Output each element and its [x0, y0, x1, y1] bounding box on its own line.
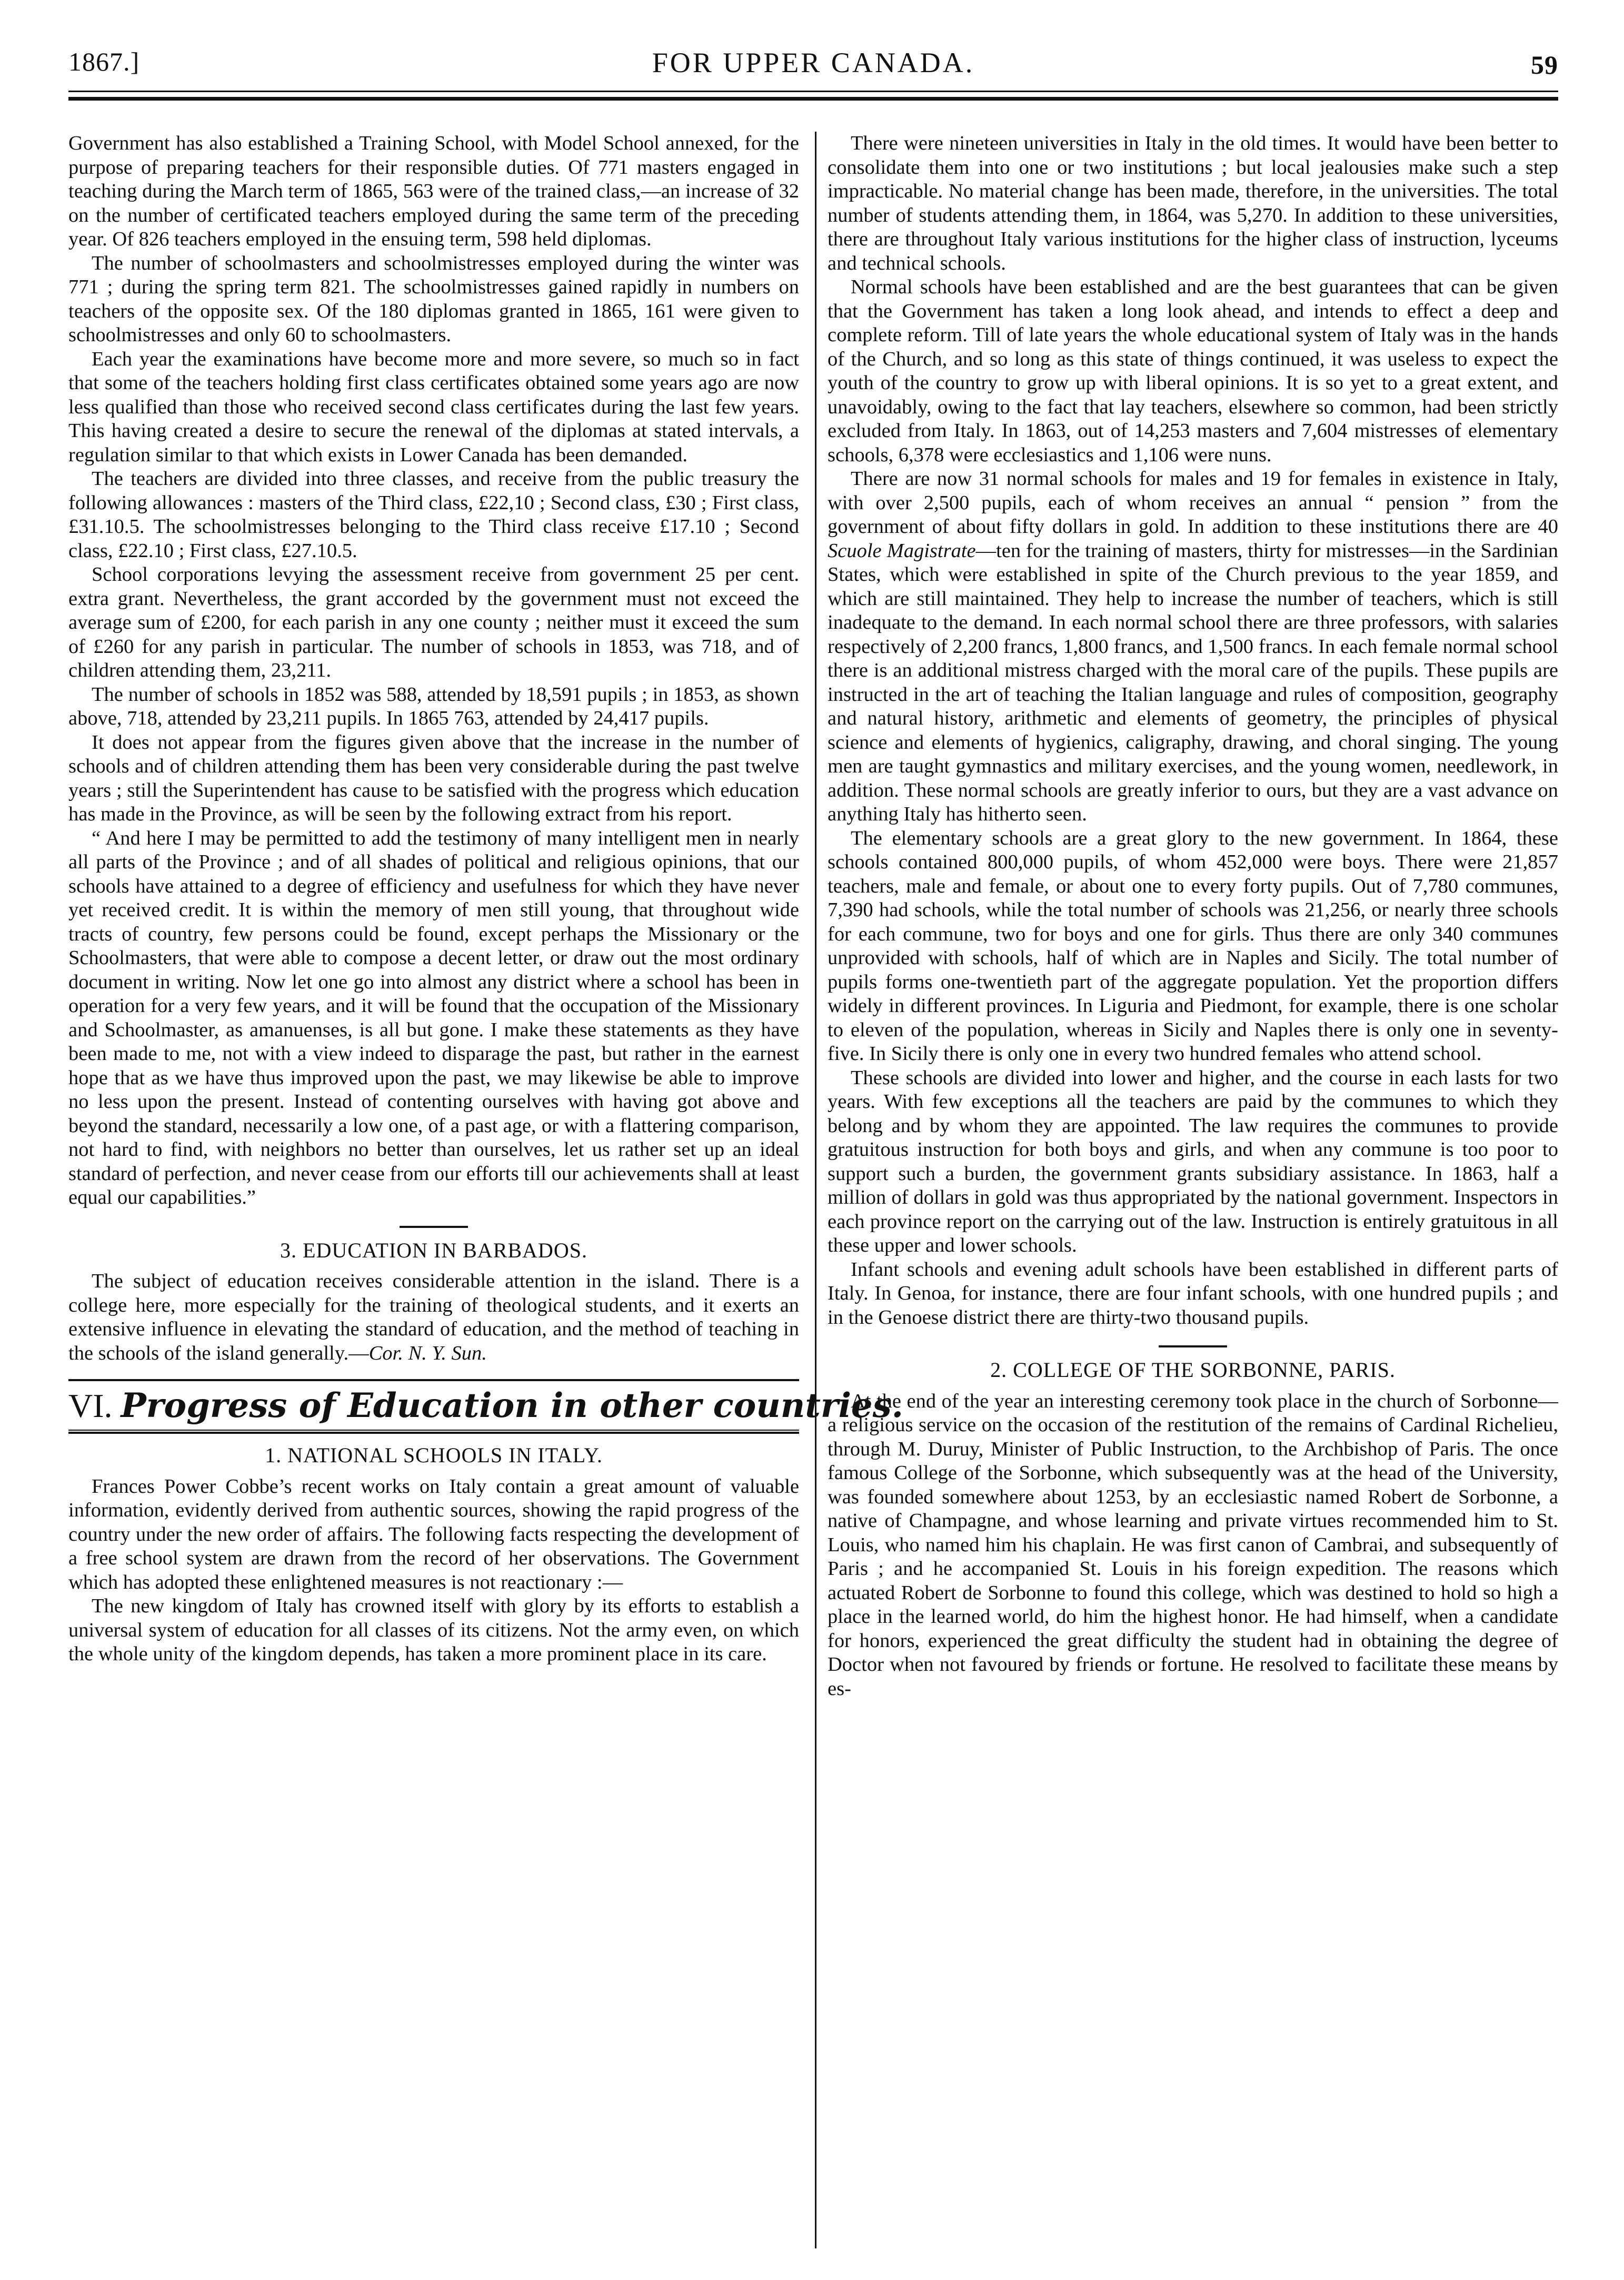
paragraph-new-kingdom: The new kingdom of Italy has crowned itself with glory by its efforts to establish a universal system of education for all classes of its citizens. Not the army even, on which the whole unity of the kingdom depends, has taken a more prominent place in its care.: [68, 1595, 799, 1665]
paragraph-infant-schools: Infant schools and evening adult schools have been established in different parts of Italy. In Genoa, for instance, there are four infant schools, with one hundred pupils ; and in the Genoese district there are thirty-two thousand pupils.: [828, 1258, 1558, 1329]
paragraph-elementary-schools: The elementary schools are a great glory to the new government. In 1864, these schools contained 800,000 pupils, of whom 452,000 were boys. There were 21,857 teachers, male and female, or about one to every forty pupils. Out of 7,780 communes, 7,390 had schools, while the total number of schools was 21,256, or nearly three schools for each commune, two for boys and one for girls. Thus there are only 340 communes unprovided with schools, half of which are in Naples and Sicily. The total number of pupils forms one-twentieth part of the aggregate population. Yet the proportion differs widely in different provinces. In Liguria and Piedmont, for example, there is one scholar to eleven of the population, whereas in Sicily and Naples there is only one in seventy-five. In Sicily there is only one in every two hundred females who attend school.: [828, 827, 1558, 1065]
paragraph-superintendent: It does not appear from the figures given above that the increase in the number of schools and of children attending them has been very considerable during the past twelve years ; still the Superintendent has cause to be satisfied with the progress which education has made in the Province, as will be seen by the following extract from his report.: [68, 731, 799, 825]
header-rule-thin: [68, 91, 1558, 92]
divider-rule: [1159, 1345, 1227, 1347]
header-year: 1867.]: [68, 47, 140, 76]
newspaper-page: [68, 42, 1558, 2248]
scuole-magistrate: Scuole Magistrate: [828, 539, 976, 562]
paragraph-schoolmasters-count: The number of schoolmasters and schoolmistresses employed during the winter was 771 ; during the spring term 821. The schoolmistresses gained rapidly in numbers on teachers of the opposite sex. Of the 180 diplomas granted in 1865, 161 were given to schoolmistresses and only 60 to schoolmasters.: [68, 252, 799, 346]
paragraph-normal-schools: Normal schools have been established and are the best guarantees that can be given that the Government has taken a long look ahead, and intends to effect a deep and complete reform. Till of late years the whole educational system of Italy was in the hands of the Church, and so long as this state of things continued, it was useless to expect the youth of the country to grow up with liberal opinions. It is so yet to a great extent, and unavoidably, owing to the fact that lay teachers, elsewhere so common, had been strictly excluded from Italy. In 1863, out of 14,253 masters and 7,604 mistresses of elementary schools, 6,378 were ecclesiastics and 1,106 were nuns.: [828, 276, 1558, 466]
paragraph-examinations: Each year the examinations have become more and more severe, so much so in fact that some of the teachers holding first class certificates obtained some years ago are now less qualified than those who received second class certificates during the last few years. This having created a desire to secure the renewal of the diplomas at stated intervals, a regulation similar to that which exists in Lower Canada has been demanded.: [68, 348, 799, 466]
heading-sorbonne: 2. COLLEGE OF THE SORBONNE, PARIS.: [990, 1358, 1396, 1382]
paragraph-lower-higher: These schools are divided into lower and higher, and the course in each lasts for two years. With few exceptions all the teachers are paid by the communes to which they belong and by whom they are appointed. The law requires the communes to provide gratuitous instruction for both boys and girls, and when any commune is too poor to support such a burden, the government grants subsidiary assistance. In 1863, half a million of dollars in gold was thus appropriated by the national government. Inspectors in each province report on the carrying out of the law. Instruction is entirely gratuitous in all these upper and lower schools.: [828, 1066, 1558, 1256]
heading-barbados: 3. EDUCATION IN BARBADOS.: [280, 1238, 587, 1262]
paragraph-quotation: “ And here I may be permitted to add the testimony of many intelligent men in nearly all parts of the Province ; and of all shades of political and religious opinions, that our schools have attained to a degree of efficiency and usefulness for which they have never yet received credit. It is within the memory of men still young, that throughout wide tracts of country, few persons could be found, except perhaps the Missionary or the Schoolmasters, that were able to compose a decent letter, or draw out the most ordinary document in writing. Now let one go into almost any district where a school has been in operation for a very few years, and it will be found that the occupation of the Missionary and Schoolmaster, as amanuenses, is all but gone. I make these statements as they have been made to me, not with a view indeed to disparage the past, but rather in the earnest hope that as we have thus improved upon the past, we may likewise be able to improve no less upon the present. Instead of contenting ourselves with having got above and beyond the standard, necessarily a low one, of a past age, or with a flattering comparison, not hard to find, with neighbors no better than ourselves, let us rather set up an ideal standard of perfection, and never cease from our efforts till our achievements shall at least equal our capabilities.”: [68, 827, 799, 1208]
paragraph-universities: There were nineteen universities in Italy in the old times. It would have been better to consolidate them into one or two institutions ; but local jealousies make such a step impracticable. No material change has been made, therefore, in the universities. The total number of students attending them, in 1864, was 5,270. In addition to these universities, there are throughout Italy various institutions for the higher class of instruction, lyceums and technical schools.: [828, 132, 1558, 274]
heading-italy: 1. NATIONAL SCHOOLS IN ITALY.: [265, 1443, 603, 1467]
header-rule-thick: [68, 97, 1558, 101]
section-number: VI.: [68, 1387, 113, 1424]
divider-rule: [400, 1226, 468, 1228]
paragraph-school-corporations: School corporations levying the assessment receive from government 25 per cent. extra grant. Nevertheless, the grant accorded by the government must not exceed the average sum of £200, for each parish in any one county ; neither must it exceed the sum of £260 for any parish in particular. The number of schools in 1853, was 718, and of children attending them, 23,211.: [68, 563, 799, 681]
column-divider: [815, 132, 816, 2248]
right-column: [828, 132, 1558, 1701]
paragraph-sorbonne: At the end of the year an interesting ceremony took place in the church of Sorbonne—a religious service on the occasion of the restitution of the remains of Cardinal Richelieu, through M. Duruy, Minister of Public Instruction, to the Archbishop of Paris. The once famous College of the Sorbonne, which subsequently was at the head of the University, was founded somewhere about 1253, by an ecclesiastic named Robert de Sorbonne, a native of Champagne, and whose learning and private virtues recommended him to St. Louis, who named him his chaplain. He was first canon of Cambrai, and subsequently of Paris ; and he accompanied St. Louis in his foreign expedition. The reasons which actuated Robert de Sorbonne to found this college, which was destined to hold so high a place in the learned world, do him the highest honor. He had himself, when a candidate for honors, experienced the great difficulty the student had in obtaining the degree of Doctor when not favoured by friends or fortune. He resolved to facilitate these means by es-: [828, 1390, 1558, 1700]
section-heading-vi: [68, 1379, 903, 1434]
barbados-text: The subject of education receives considerable attention in the island. There is a college here, more especially for the training of theological students, and it exerts an extensive influence in elevating the standard of education, and the method of teaching in the schools of the island generally.—: [68, 1270, 799, 1364]
normal-text-before: There are now 31 normal schools for males and 19 for females in existence in Italy, with over 2,500 pupils, each of whom receives an annual “ pension ” from the government of about fifty dollars in gold. In addition to these institutions there are 40: [828, 468, 1558, 538]
paragraph-training-school: Government has also established a Training School, with Model School annexed, for the purpose of preparing teachers for their responsible duties. Of 771 masters engaged in teaching during the March term of 1865, 563 were of the trained class,—an increase of 32 on the number of certificated teachers employed during the same term of the preceding year. Of 826 teachers employed in the ensuing term, 598 held diplomas.: [68, 132, 799, 250]
normal-text-after: —ten for the training of masters, thirty for mistresses—in the Sardinian States, which were established in spite of the Church previous to the year 1859, and which are still maintained. They help to increase the number of teachers, which is still inadequate to the demand. In each normal school there are three professors, with salaries respectively of 2,200 francs, 1,800 francs, and 1,500 francs. In each female normal school there is an additional mistress charged with the moral care of the pupils. These pupils are instructed in the art of teaching the Italian language and rules of composition, geography and natural history, arithmetic and elements of geometry, the principles of physical science and elements of hygienics, caligraphy, drawing, and choral singing. The young men are taught gymnastics and military exercises, and the young women, needlework, in addition. These normal schools are greatly inferior to ours, but they are a vast advance on anything Italy has hitherto seen.: [828, 539, 1558, 825]
barbados-source: Cor. N. Y. Sun.: [368, 1342, 487, 1364]
paragraph-cobbe: Frances Power Cobbe’s recent works on Italy contain a great amount of valuable information, evidently derived from authentic sources, showing the rapid progress of the country under the new order of affairs. The following facts respecting the development of a free school system are drawn from the record of her observations. The Government which has adopted these enlightened measures is not reactionary :—: [68, 1475, 799, 1593]
paragraph-normal-schools-count: [828, 467, 1558, 827]
paragraph-schools-1852: The number of schools in 1852 was 588, attended by 18,591 pupils ; in 1853, as shown above, 718, attended by 23,211 pupils. In 1865 763, attended by 24,417 pupils.: [68, 683, 799, 729]
header-title: FOR UPPER CANADA.: [652, 47, 975, 78]
page-number: 59: [1531, 50, 1558, 80]
section-title: Progress of Education in other countries.: [121, 1386, 903, 1425]
page-header: [68, 42, 1558, 90]
paragraph-teacher-classes: The teachers are divided into three classes, and receive from the public treasury the following allowances : masters of the Third class, £22,10 ; Second class, £30 ; First class, £31.10.5. The schoolmistresses belonging to the Third class receive £17.10 ; Second class, £22.10 ; First class, £27.10.5.: [68, 468, 799, 562]
paragraph-barbados: [68, 1270, 799, 1365]
